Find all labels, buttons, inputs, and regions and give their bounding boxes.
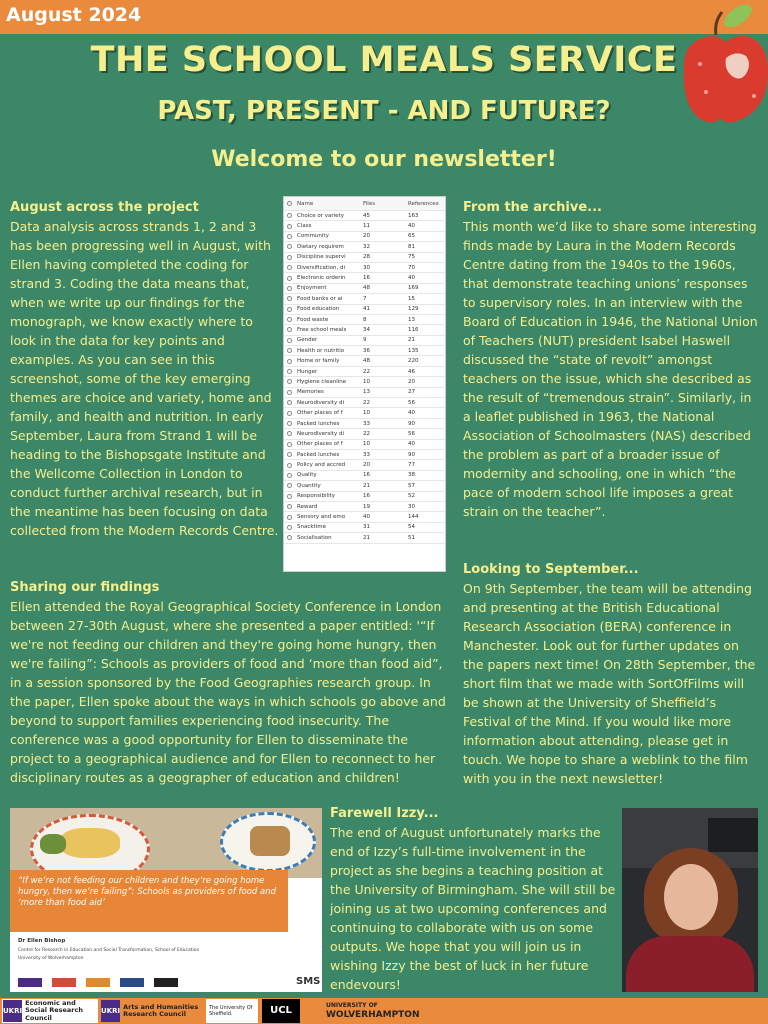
welcome-heading: Welcome to our newsletter! <box>211 147 557 172</box>
table-row <box>284 408 445 418</box>
references-count-cell: 163 <box>408 212 419 219</box>
table-row <box>284 419 445 429</box>
references-count-cell: 81 <box>408 243 415 250</box>
sheffield-label: The University Of Sheffield. <box>209 1005 253 1017</box>
farewell-body: The end of August unfortunately marks the end of Izzy’s full-time involvement in the project as she begins a teaching position at the University of Birmingham. She will still be joining us at two upcoming conferences and continuing to collaborate with us on some outputs. We hope that you will join us in wishing Izzy the best of luck in her future endevours! <box>330 825 616 992</box>
files-count-cell: 16 <box>363 472 370 479</box>
references-count-cell: 51 <box>408 534 415 541</box>
ucl-logo <box>262 999 300 1023</box>
farewell-heading: Farewell Izzy... <box>330 806 439 821</box>
files-count-cell: 20 <box>363 462 370 469</box>
table-row <box>284 429 445 439</box>
radio-icon <box>287 515 292 520</box>
wolverhampton-logo <box>304 999 434 1023</box>
findings-heading: Sharing our findings <box>10 580 160 595</box>
files-count-cell: 7 <box>363 295 367 302</box>
code-name-cell: Neurodiversity di <box>297 399 344 406</box>
ahrc-logo <box>100 999 204 1023</box>
radio-icon <box>287 379 292 384</box>
radio-icon <box>287 473 292 478</box>
files-count-cell: 16 <box>363 493 370 500</box>
files-count-cell: 13 <box>363 389 370 396</box>
code-name-cell: Other places of f <box>297 410 343 417</box>
code-name-cell: Discipline supervi <box>297 254 346 261</box>
references-count-cell: 144 <box>408 514 419 521</box>
radio-icon <box>287 234 292 239</box>
radio-icon <box>287 265 292 270</box>
files-count-cell: 33 <box>363 420 370 427</box>
table-row <box>284 450 445 460</box>
code-name-cell: Dietary requirem <box>297 243 344 250</box>
references-count-cell: 20 <box>408 378 415 385</box>
table-row <box>284 398 445 408</box>
radio-icon <box>287 463 292 468</box>
files-count-cell: 32 <box>363 243 370 250</box>
references-count-cell: 90 <box>408 420 415 427</box>
table-row <box>284 263 445 273</box>
top-date-bar <box>0 0 768 34</box>
references-count-cell: 13 <box>408 316 415 323</box>
code-name-cell: Responsibility <box>297 493 336 500</box>
radio-icon <box>287 369 292 374</box>
references-count-cell: 116 <box>408 326 419 333</box>
table-row <box>284 253 445 263</box>
sheffield-logo <box>206 999 258 1023</box>
files-count-cell: 10 <box>363 441 370 448</box>
table-row <box>284 377 445 387</box>
code-name-cell: Gender <box>297 337 318 344</box>
files-count-cell: 41 <box>363 306 370 313</box>
references-count-cell: 27 <box>408 389 415 396</box>
col-refs-header: References <box>408 200 439 207</box>
radio-icon <box>287 442 292 447</box>
files-count-cell: 21 <box>363 534 370 541</box>
nvivo-codes-table <box>283 196 446 572</box>
col-files-header: Files <box>363 200 376 207</box>
code-name-cell: Food waste <box>297 316 329 323</box>
code-name-cell: Socialisation <box>297 534 332 541</box>
slide-quote: “If we’re not feeding our children and they’re going home hungry, then we’re failing”: Schools as providers of food and ‘more than food aid’ <box>18 876 277 908</box>
files-count-cell: 10 <box>363 410 370 417</box>
table-row <box>284 273 445 283</box>
table-row <box>284 492 445 502</box>
table-row <box>284 388 445 398</box>
references-count-cell: 77 <box>408 462 415 469</box>
radio-icon <box>287 494 292 499</box>
table-row <box>284 440 445 450</box>
files-count-cell: 36 <box>363 347 370 354</box>
table-row <box>284 325 445 335</box>
files-count-cell: 22 <box>363 399 370 406</box>
references-count-cell: 40 <box>408 441 415 448</box>
table-header-row <box>284 197 445 211</box>
table-row <box>284 460 445 470</box>
september-section <box>463 560 761 788</box>
ucl-label: UCL <box>270 1005 292 1017</box>
code-name-cell: Class <box>297 223 312 230</box>
files-count-cell: 31 <box>363 524 370 531</box>
references-count-cell: 90 <box>408 451 415 458</box>
radio-icon <box>287 452 292 457</box>
face-shape <box>664 864 718 930</box>
table-row <box>284 211 445 221</box>
files-count-cell: 33 <box>363 451 370 458</box>
references-count-cell: 52 <box>408 493 415 500</box>
table-row <box>284 533 445 543</box>
newsletter-title: THE SCHOOL MEALS SERVICE <box>90 40 678 80</box>
code-name-cell: Other places of f <box>297 441 343 448</box>
table-row <box>284 294 445 304</box>
funder-logos-bar <box>0 998 768 1024</box>
files-count-cell: 48 <box>363 358 370 365</box>
references-count-cell: 54 <box>408 524 415 531</box>
references-count-cell: 129 <box>408 306 419 313</box>
september-body: On 9th September, the team will be attending and presenting at the British Educational Research Association (BERA) conference in Manchester. Look out for further updates on the papers next time! On 28th September, the short film that we made with SortOfFilms will be shown at the University of Sheffield’s Festival of the Mind. If you would like more information about attending, please get in touch. We hope to share a weblink to the film with you in the next newsletter! <box>463 581 756 786</box>
code-name-cell: Free school meals <box>297 326 347 333</box>
files-count-cell: 19 <box>363 503 370 510</box>
radio-icon <box>287 390 292 395</box>
references-count-cell: 75 <box>408 254 415 261</box>
references-count-cell: 57 <box>408 482 415 489</box>
files-count-cell: 48 <box>363 285 370 292</box>
files-count-cell: 9 <box>363 337 367 344</box>
references-count-cell: 30 <box>408 503 415 510</box>
col-name-header: Name <box>297 200 314 207</box>
table-row <box>284 305 445 315</box>
radio-icon <box>287 525 292 530</box>
code-name-cell: Food education <box>297 306 340 313</box>
august-section <box>10 198 280 540</box>
table-row <box>284 367 445 377</box>
august-body: Data analysis across strands 1, 2 and 3 has been progressing well in August, with Ellen having completed the coding for strand 3. Coding the data means that, when we write up our findings for the monograph, we know exactly where to look in the data for key points and examples. As you can see in this screenshot, some of the key emerging themes are choice and variety, home and family, and health and nutrition. In early September, Laura from Strand 1 will be heading to the Bishopsgate Institute and the Wellcome Collection in London to conduct further archival research, but in the meantime has been focusing on data collected from the Modern Records Centre. <box>10 219 279 538</box>
radio-icon <box>287 201 292 206</box>
september-heading: Looking to September... <box>463 562 639 577</box>
table-row <box>284 242 445 252</box>
code-name-cell: Community <box>297 233 329 240</box>
radio-icon <box>287 296 292 301</box>
slide-university: University of Wolverhampton <box>18 956 84 961</box>
table-row <box>284 336 445 346</box>
code-name-cell: Sensory and emo <box>297 514 346 521</box>
ahrc-label: Arts and Humanities Research Council <box>123 1002 199 1018</box>
files-count-cell: 8 <box>363 316 367 323</box>
radio-icon <box>287 307 292 312</box>
ukri-mark: UKRI <box>101 1000 120 1022</box>
archive-body: This month we’d like to share some interesting finds made by Laura in the Modern Records Centre dating from the 1940s to the 1960s, that demonstrate teaching unions’ responses to supervisory roles. In an interview with the Board of Education in 1946, the National Union of Teachers (NUT) president Isabel Haswell discussed the “state of revolt” amongst teachers on the issue, which she described as the result of “tremendous strain”. Similarly, in a leaflet published in 1963, the National Association of Schoolmasters (NAS) described the problem as part of a broader issue of modernity and schooling, one in which “the pace of modern school life imposes a great strain on the teacher”. <box>463 219 758 519</box>
files-count-cell: 28 <box>363 254 370 261</box>
references-count-cell: 40 <box>408 410 415 417</box>
wolverhampton-label-2: WOLVERHAMPTON <box>326 1009 420 1020</box>
code-name-cell: Packed lunches <box>297 451 340 458</box>
ukri-mark: UKRI <box>3 1000 22 1022</box>
radio-icon <box>287 483 292 488</box>
table-row <box>284 221 445 231</box>
table-row <box>284 346 445 356</box>
code-name-cell: Home or family <box>297 358 340 365</box>
code-name-cell: Quantity <box>297 482 321 489</box>
code-name-cell: Diversification, di <box>297 264 345 271</box>
sms-logo: SMS <box>296 976 321 987</box>
code-name-cell: Packed lunches <box>297 420 340 427</box>
code-name-cell: Quality <box>297 472 317 479</box>
files-count-cell: 21 <box>363 482 370 489</box>
izzy-portrait-photo <box>622 808 758 992</box>
radio-icon <box>287 504 292 509</box>
code-name-cell: Policy and accred <box>297 462 346 469</box>
references-count-cell: 40 <box>408 275 415 282</box>
findings-section <box>10 578 452 787</box>
issue-date: August 2024 <box>6 4 142 26</box>
code-name-cell: Hunger <box>297 368 318 375</box>
code-name-cell: Neurodiversity di <box>297 430 344 437</box>
code-name-cell: Choice or variety <box>297 212 344 219</box>
slide-title-banner <box>10 870 288 932</box>
esrc-logo <box>2 999 98 1023</box>
references-count-cell: 70 <box>408 264 415 271</box>
archive-section <box>463 198 761 521</box>
files-count-cell: 45 <box>363 212 370 219</box>
references-count-cell: 21 <box>408 337 415 344</box>
files-count-cell: 40 <box>363 514 370 521</box>
references-count-cell: 46 <box>408 368 415 375</box>
esrc-label: Economic and Social Research Council <box>25 998 83 1022</box>
references-count-cell: 56 <box>408 399 415 406</box>
code-name-cell: Memories <box>297 389 324 396</box>
radio-icon <box>287 400 292 405</box>
radio-icon <box>287 421 292 426</box>
farewell-section <box>330 804 616 994</box>
files-count-cell: 11 <box>363 223 370 230</box>
table-row <box>284 315 445 325</box>
radio-icon <box>287 213 292 218</box>
files-count-cell: 30 <box>363 264 370 271</box>
august-heading: August across the project <box>10 200 199 215</box>
references-count-cell: 56 <box>408 430 415 437</box>
table-row <box>284 232 445 242</box>
references-count-cell: 38 <box>408 472 415 479</box>
radio-icon <box>287 244 292 249</box>
references-count-cell: 169 <box>408 285 419 292</box>
slide-author: Dr Ellen Bishop <box>18 938 66 944</box>
table-row <box>284 356 445 366</box>
newsletter-subtitle: PAST, PRESENT - AND FUTURE? <box>157 96 611 126</box>
code-name-cell: Enjoyment <box>297 285 327 292</box>
table-row <box>284 523 445 533</box>
code-name-cell: Reward <box>297 503 318 510</box>
code-name-cell: Health or nutritio <box>297 347 345 354</box>
sweater-shape <box>626 936 754 992</box>
code-name-cell: Electronic orderin <box>297 275 346 282</box>
radio-icon <box>287 431 292 436</box>
code-name-cell: Food banks or ai <box>297 295 343 302</box>
code-name-cell: Snacktime <box>297 524 326 531</box>
references-count-cell: 15 <box>408 295 415 302</box>
references-count-cell: 220 <box>408 358 419 365</box>
files-count-cell: 16 <box>363 275 370 282</box>
radio-icon <box>287 286 292 291</box>
references-count-cell: 40 <box>408 223 415 230</box>
files-count-cell: 20 <box>363 233 370 240</box>
table-row <box>284 471 445 481</box>
radio-icon <box>287 535 292 540</box>
conference-slide-photo <box>10 808 322 992</box>
table-row <box>284 512 445 522</box>
radio-icon <box>287 348 292 353</box>
files-count-cell: 22 <box>363 430 370 437</box>
code-name-cell: Hygiene cleanline <box>297 378 347 385</box>
references-count-cell: 135 <box>408 347 419 354</box>
radio-icon <box>287 276 292 281</box>
table-row <box>284 502 445 512</box>
files-count-cell: 22 <box>363 368 370 375</box>
files-count-cell: 34 <box>363 326 370 333</box>
slide-logos-strip <box>18 976 288 988</box>
radio-icon <box>287 224 292 229</box>
food-plate-image <box>10 808 322 878</box>
table-body <box>284 211 445 544</box>
radio-icon <box>287 255 292 260</box>
slide-affiliation: Centre for Research in Education and Social Transformation, School of Education <box>18 948 200 953</box>
radio-icon <box>287 327 292 332</box>
wolverhampton-label-1: UNIVERSITY OF <box>326 1002 378 1010</box>
references-count-cell: 65 <box>408 233 415 240</box>
files-count-cell: 10 <box>363 378 370 385</box>
archive-heading: From the archive... <box>463 200 602 215</box>
radio-icon <box>287 317 292 322</box>
table-row <box>284 284 445 294</box>
radio-icon <box>287 338 292 343</box>
findings-body: Ellen attended the Royal Geographical Society Conference in London between 27-30th August, where she presented a paper entitled: '“If we're not feeding our children and they're going home hungry, then we're failing”: Schools as providers of food and ‘more than food aid”, in a session sponsored by the Food Geographies research group. In the paper, Ellen spoke about the ways in which schools go above and beyond to support families experiencing food insecurity. The conference was a good opportunity for Ellen to disseminate the project to a geographical audience and for Ellen to reconnect to her disciplinary routes as a geographer of education and children! <box>10 599 446 785</box>
radio-icon <box>287 411 292 416</box>
table-row <box>284 481 445 491</box>
radio-icon <box>287 359 292 364</box>
